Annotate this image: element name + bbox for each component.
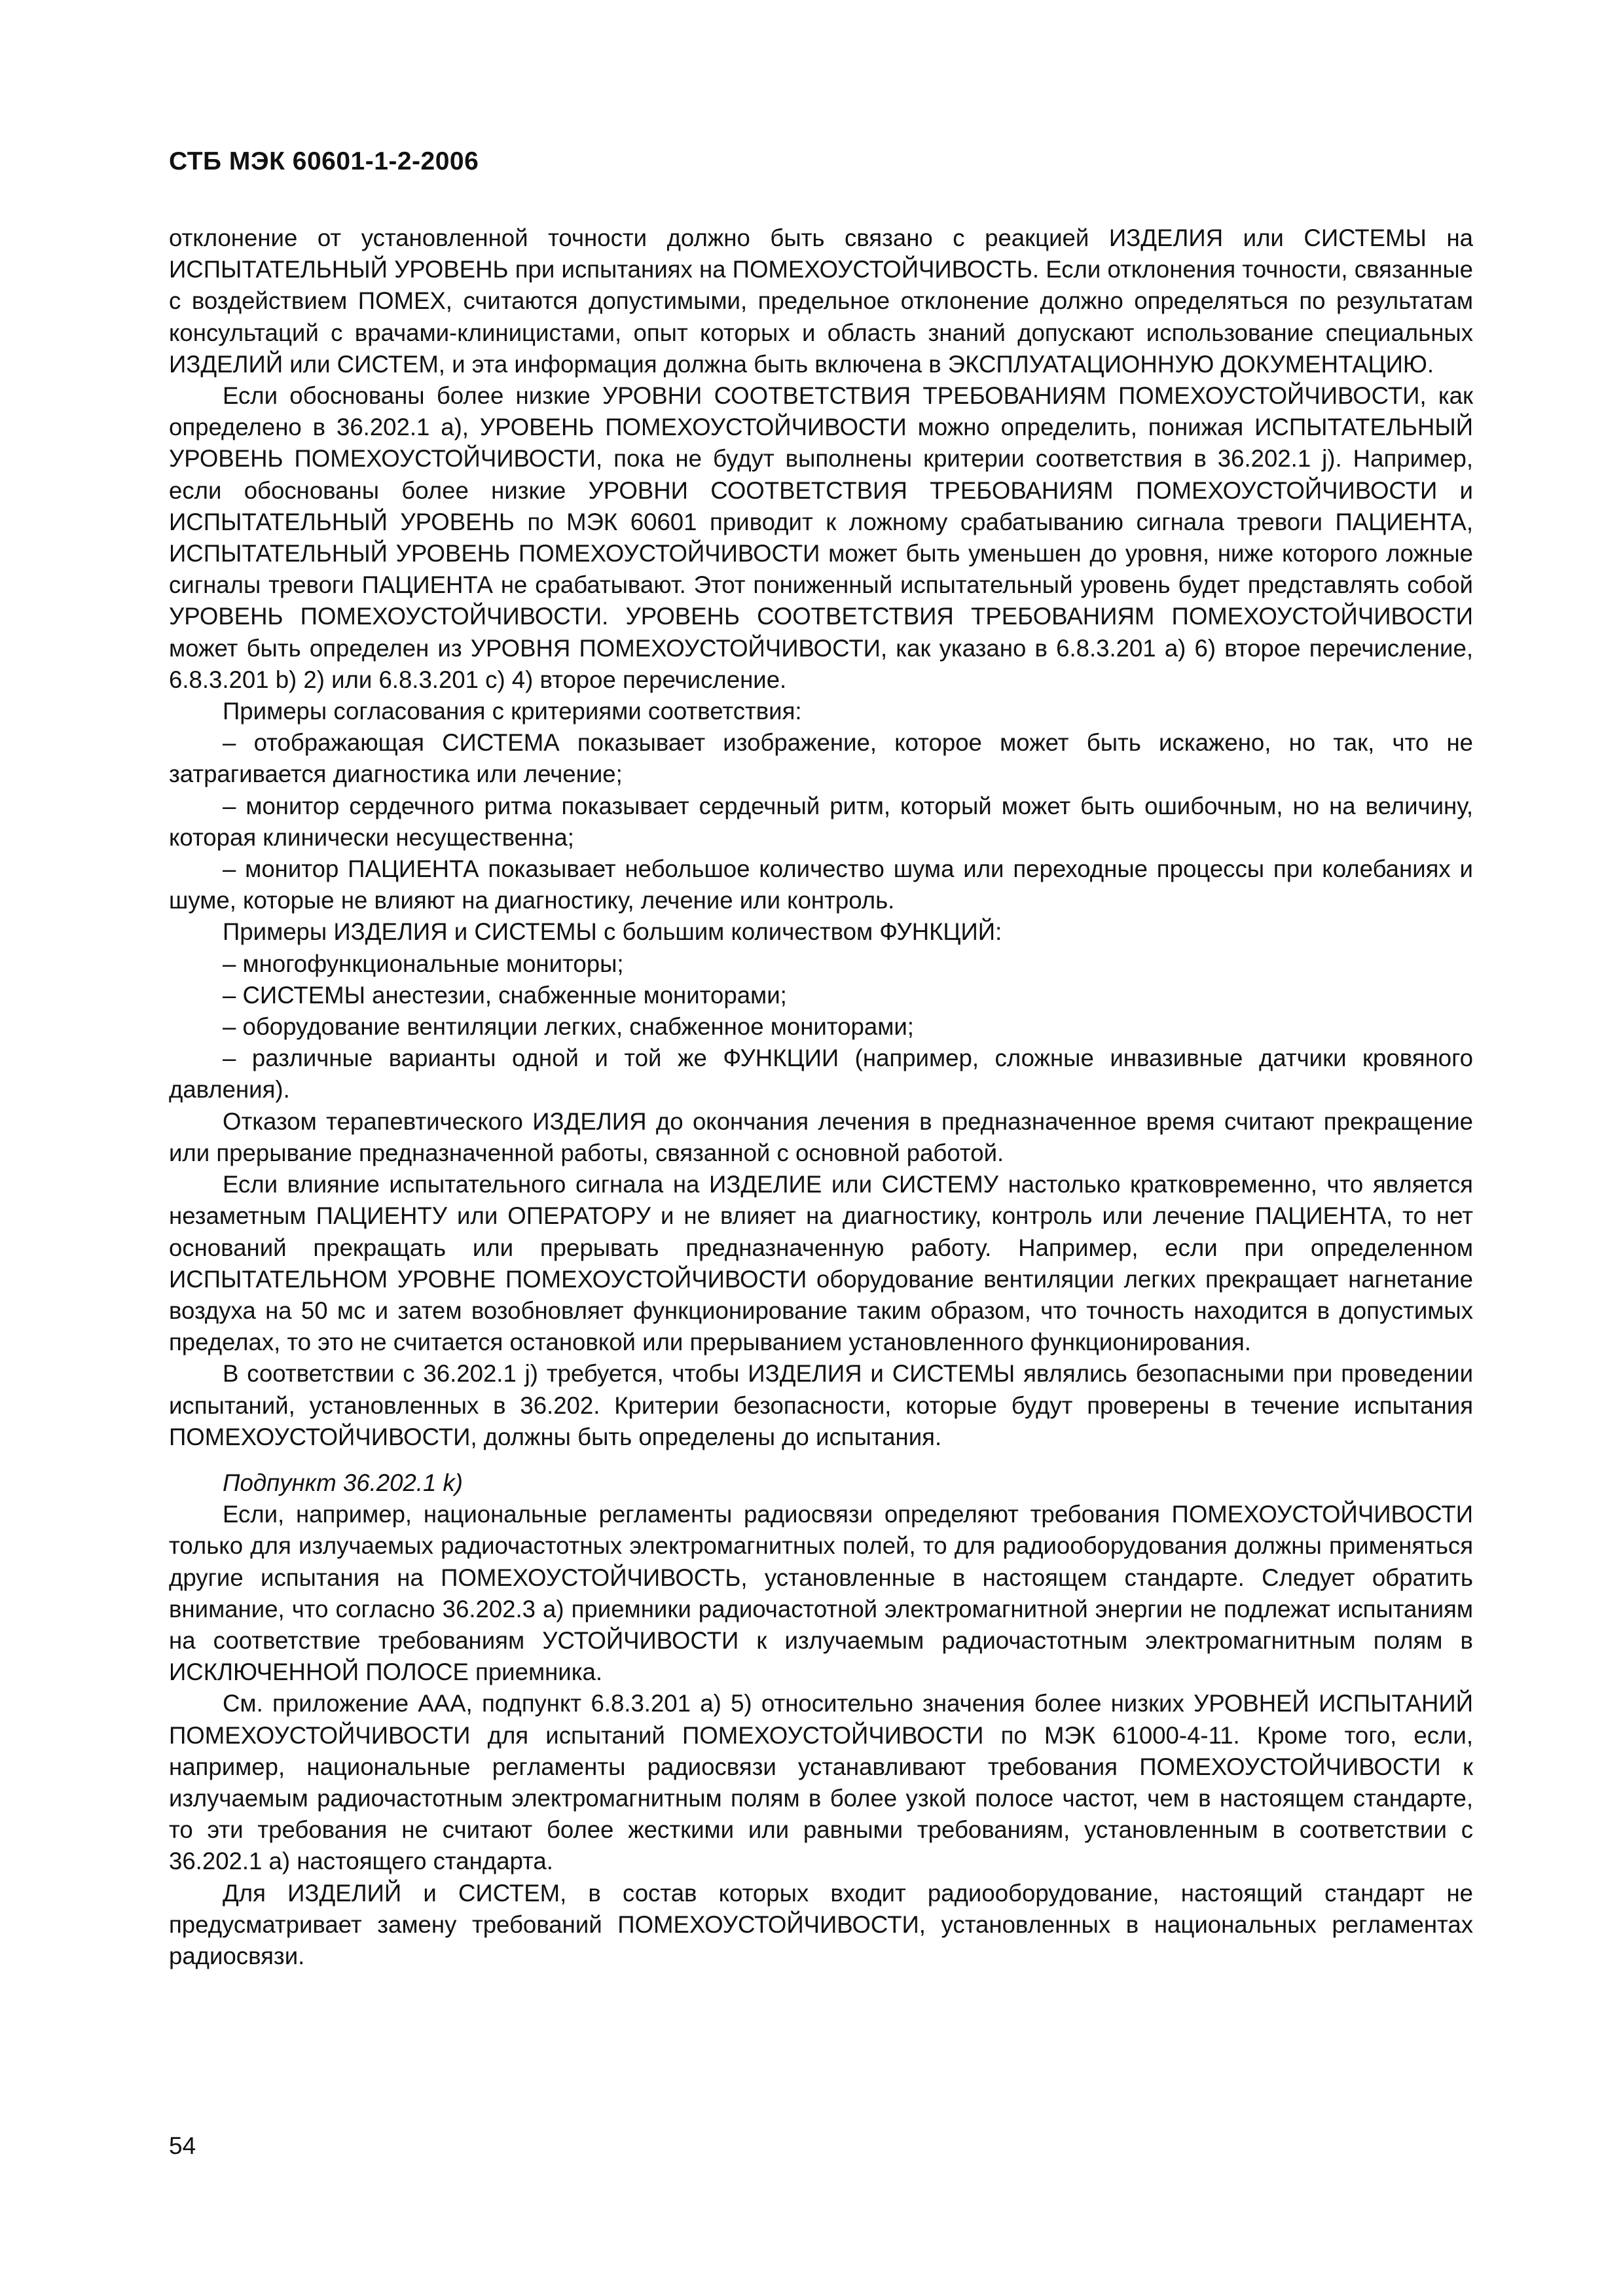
page-number: 54 bbox=[169, 2132, 196, 2159]
paragraph: Примеры ИЗДЕЛИЯ и СИСТЕМЫ с большим количеством ФУНКЦИЙ: bbox=[223, 918, 1002, 946]
list-item: – монитор ПАЦИЕНТА показывает небольшое количество шума или переходные процессы при колебаниях и шуме, которые не влияют на диагностику, лечение или контроль. bbox=[169, 855, 1473, 914]
list-item: – оборудование вентиляции легких, снабженное мониторами; bbox=[223, 1013, 914, 1041]
paragraph: Если влияние испытательного сигнала на ИЗДЕЛИЕ или СИСТЕМУ настолько кратковременно, что является незаметным ПАЦИЕНТУ или ОПЕРАТОРУ и не влияет на диагностику, контроль или лечение ПАЦИЕНТА, то нет оснований прекращать или прерывать предназначенную работу. Например, если при определенном ИСПЫТАТЕЛЬНОМ УРОВНЕ ПОМЕХОУСТОЙЧИВОСТИ оборудование вентиляции легких прекращает нагнетание воздуха на 50 мс и затем возобновляет функционирование таким образом, что точность находится в допустимых пределах, то это не считается остановкой или прерыванием установленного функционирования. bbox=[169, 1171, 1473, 1356]
subsection-heading: Подпункт 36.202.1 k) bbox=[223, 1469, 463, 1496]
document-body bbox=[169, 223, 1473, 1972]
list-item: – монитор сердечного ритма показывает сердечный ритм, который может быть ошибочным, но на величину, которая клинически несущественна; bbox=[169, 792, 1473, 851]
paragraph: Отказом терапевтического ИЗДЕЛИЯ до окончания лечения в предназначенное время считают прекращение или прерывание предназначенной работы, связанной с основной работой. bbox=[169, 1107, 1473, 1166]
list-item: – СИСТЕМЫ анестезии, снабженные мониторами; bbox=[223, 981, 787, 1009]
paragraph: Если, например, национальные регламенты радиосвязи определяют требования ПОМЕХОУСТОЙЧИВОСТИ только для излучаемых радиочастотных электромагнитных полей, то для радиооборудования должны применяться другие испытания на ПОМЕХОУСТОЙЧИВОСТЬ, установленные в настоящем стандарте. Следует обратить внимание, что согласно 36.202.3 а) приемники радиочастотной электромагнитной энергии не подлежат испытаниям на соответствие требованиям УСТОЙЧИВОСТИ к излучаемым радиочастотным электромагнитным полям в ИСКЛЮЧЕННОЙ ПОЛОСЕ приемника. bbox=[169, 1501, 1473, 1686]
paragraph: См. приложение ААА, подпункт 6.8.3.201 а) 5) относительно значения более низких УРОВНЕЙ ИСПЫТАНИЙ ПОМЕХОУСТОЙЧИВОСТИ для испытаний ПОМЕХОУСТОЙЧИВОСТИ по МЭК 61000-4-11. Кроме того, если, например, национальные регламенты радиосвязи устанавливают требования ПОМЕХОУСТОЙЧИВОСТИ к излучаемым радиочастотным электромагнитным полям в более узкой полосе частот, чем в настоящем стандарте, то эти требования не считают более жесткими или равными требованиям, установленным в соответствии с 36.202.1 а) настоящего стандарта. bbox=[169, 1690, 1473, 1875]
paragraph: Примеры согласования с критериями соответствия: bbox=[223, 698, 802, 725]
list-item: – отображающая СИСТЕМА показывает изображение, которое может быть искажено, но так, что не затрагивается диагностика или лечение; bbox=[169, 729, 1473, 788]
paragraph: В соответствии с 36.202.1 j) требуется, чтобы ИЗДЕЛИЯ и СИСТЕМЫ являлись безопасными при проведении испытаний, установленных в 36.202. Критерии безопасности, которые будут проверены в течение испытания ПОМЕХОУСТОЙЧИВОСТИ, должны быть определены до испытания. bbox=[169, 1360, 1473, 1450]
list-item: – различные варианты одной и той же ФУНКЦИИ (например, сложные инвазивные датчики кровяного давления). bbox=[169, 1045, 1473, 1103]
paragraph: Для ИЗДЕЛИЙ и СИСТЕМ, в состав которых входит радиооборудование, настоящий стандарт не предусматривает замену требований ПОМЕХОУСТОЙЧИВОСТИ, установленных в национальных регламентах радиосвязи. bbox=[169, 1879, 1473, 1969]
paragraph: отклонение от установленной точности должно быть связано с реакцией ИЗДЕЛИЯ или СИСТЕМЫ на ИСПЫТАТЕЛЬНЫЙ УРОВЕНЬ при испытаниях на ПОМЕХОУСТОЙЧИВОСТЬ. Если отклонения точности, связанные с воздействием ПОМЕХ, считаются допустимыми, предельное отклонение должно определяться по результатам консультаций с врачами-клиницистами, опыт которых и область знаний допускают использование специальных ИЗДЕЛИЙ или СИСТЕМ, и эта информация должна быть включена в ЭКСПЛУАТАЦИОННУЮ ДОКУМЕНТАЦИЮ. bbox=[169, 224, 1473, 378]
list-item: – многофункциональные мониторы; bbox=[223, 950, 624, 977]
document-header: СТБ МЭК 60601-1-2-2006 bbox=[169, 147, 479, 175]
paragraph: Если обоснованы более низкие УРОВНИ СООТВЕТСТВИЯ ТРЕБОВАНИЯМ ПОМЕХОУСТОЙЧИВОСТИ, как определено в 36.202.1 а), УРОВЕНЬ ПОМЕХОУСТОЙЧИВОСТИ можно определить, понижая ИСПЫТАТЕЛЬНЫЙ УРОВЕНЬ ПОМЕХОУСТОЙЧИВОСТИ, пока не будут выполнены критерии соответствия в 36.202.1 j). Например, если обоснованы более низкие УРОВНИ СООТВЕТСТВИЯ ТРЕБОВАНИЯМ ПОМЕХОУСТОЙЧИВОСТИ и ИСПЫТАТЕЛЬНЫЙ УРОВЕНЬ по МЭК 60601 приводит к ложному срабатыванию сигнала тревоги ПАЦИЕНТА, ИСПЫТАТЕЛЬНЫЙ УРОВЕНЬ ПОМЕХОУСТОЙЧИВОСТИ может быть уменьшен до уровня, ниже которого ложные сигналы тревоги ПАЦИЕНТА не срабатывают. Этот пониженный испытательный уровень будет представлять собой УРОВЕНЬ ПОМЕХОУСТОЙЧИВОСТИ. УРОВЕНЬ СООТВЕТСТВИЯ ТРЕБОВАНИЯМ ПОМЕХОУСТОЙЧИВОСТИ может быть определен из УРОВНЯ ПОМЕХОУСТОЙЧИВОСТИ, как указано в 6.8.3.201 а) 6) второе перечисление, 6.8.3.201 b) 2) или 6.8.3.201 с) 4) второе перечисление. bbox=[169, 382, 1473, 693]
